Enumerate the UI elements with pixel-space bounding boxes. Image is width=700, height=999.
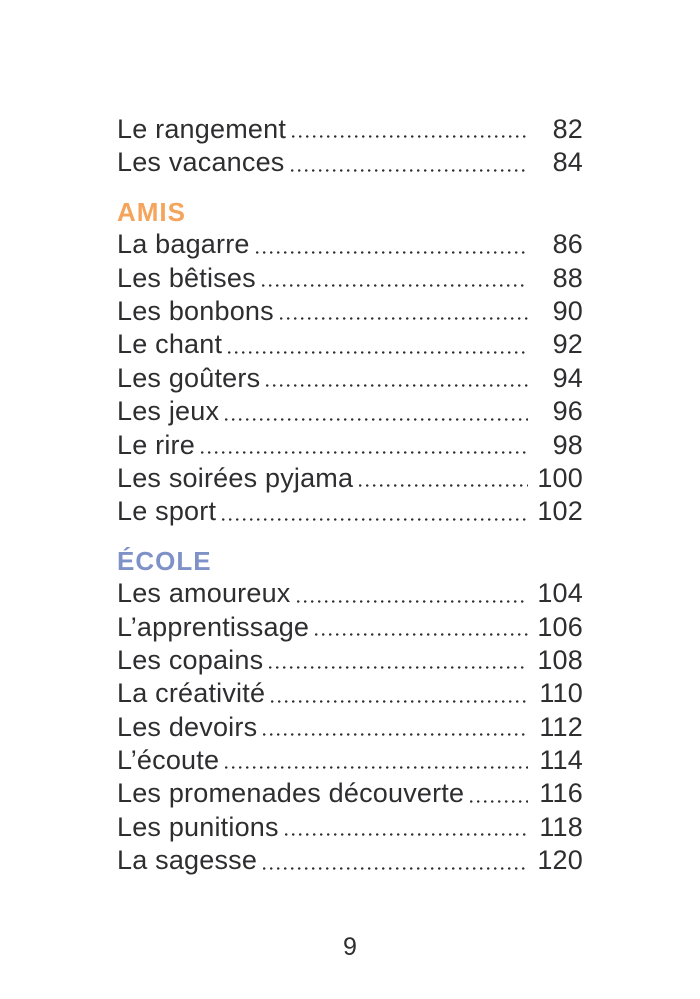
toc-entry [117,845,583,878]
page-number: 9 [343,933,357,961]
toc-entry-page: 86 [552,229,583,260]
dot-leader [256,251,528,254]
dot-leader [291,169,529,172]
toc-entry [117,778,583,811]
toc-entry [117,645,583,678]
toc-entry-page: 114 [539,745,583,776]
toc-entry-title: Le rangement [117,114,287,144]
toc-entry-page: 106 [537,611,583,642]
toc-entry [117,745,583,778]
toc-entry [117,612,583,645]
toc-entry [117,578,583,611]
dot-leader [263,733,528,736]
toc-entry-title: Les punitions [117,811,279,842]
toc-entry [117,263,583,296]
toc-entry-title: Les copains [117,644,264,675]
dot-leader [271,700,528,703]
toc-section [117,196,583,530]
toc-entry-page: 108 [537,644,583,675]
dot-leader [269,666,528,669]
toc-entry-title: Le rire [117,429,195,460]
toc-entry-page: 116 [539,778,583,809]
toc-entry [117,296,583,329]
table-of-contents [117,114,583,879]
toc-entry [117,463,583,496]
toc-entry-title: Le chant [117,329,223,360]
toc-entry [117,496,583,529]
toc-entry-title: L’écoute [117,745,220,776]
toc-entry [117,363,583,396]
dot-leader [297,600,529,603]
toc-entry-title: Les vacances [117,147,285,178]
section-heading: AMIS [117,196,186,227]
toc-section [117,114,583,181]
dot-leader [263,867,528,870]
toc-entry [117,114,583,147]
toc-entry-page: 110 [539,678,583,709]
toc-entry [117,678,583,711]
toc-entry-page: 104 [537,578,583,609]
toc-entry-title: Les amoureux [117,578,291,609]
section-heading: ÉCOLE [117,545,212,576]
toc-entry-title: La créativité [117,678,266,709]
dot-leader [470,800,528,803]
dot-leader [262,284,528,287]
dot-leader [315,633,528,636]
toc-entry [117,430,583,463]
toc-entry-page: 98 [552,429,583,460]
dot-leader [225,418,528,421]
toc-entry-page: 120 [537,845,583,876]
dot-leader [266,384,528,387]
toc-entry-title: L’apprentissage [117,611,310,642]
toc-entry-page: 92 [552,329,583,360]
dot-leader [280,317,528,320]
toc-entry-page: 102 [537,496,583,527]
dot-leader [225,766,528,769]
toc-entry [117,147,583,180]
toc-entry-title: Les devoirs [117,711,258,742]
toc-entry-title: Les promenades découverte [117,778,465,809]
toc-entry-page: 100 [537,462,583,493]
toc-entry-page: 94 [552,362,583,393]
toc-entry [117,812,583,845]
toc-entry-title: Le sport [117,496,217,527]
toc-entry-title: Les goûters [117,362,261,393]
dot-leader [292,135,528,138]
toc-entry-title: Les bonbons [117,295,274,326]
toc-entry [117,396,583,429]
toc-entry [117,229,583,262]
toc-entry-page: 118 [539,811,583,842]
dot-leader [201,451,528,454]
toc-entry-title: La bagarre [117,229,250,260]
toc-entry [117,329,583,362]
toc-entry-title: Les bêtises [117,262,256,293]
dot-leader [359,484,528,487]
toc-entry-title: Les soirées pyjama [117,462,354,493]
toc-entry-page: 88 [552,262,583,293]
toc-entry-page: 112 [539,711,583,742]
toc-entry [117,712,583,745]
toc-entry-page: 84 [552,147,583,178]
toc-entry-page: 90 [552,295,583,326]
toc-section [117,545,583,879]
dot-leader [285,833,528,836]
toc-entry-title: Les jeux [117,396,220,427]
dot-leader [228,351,528,354]
toc-entry-title: La sagesse [117,845,258,876]
toc-entry-page: 96 [552,396,583,427]
dot-leader [222,518,528,521]
toc-entry-page: 82 [552,114,583,144]
